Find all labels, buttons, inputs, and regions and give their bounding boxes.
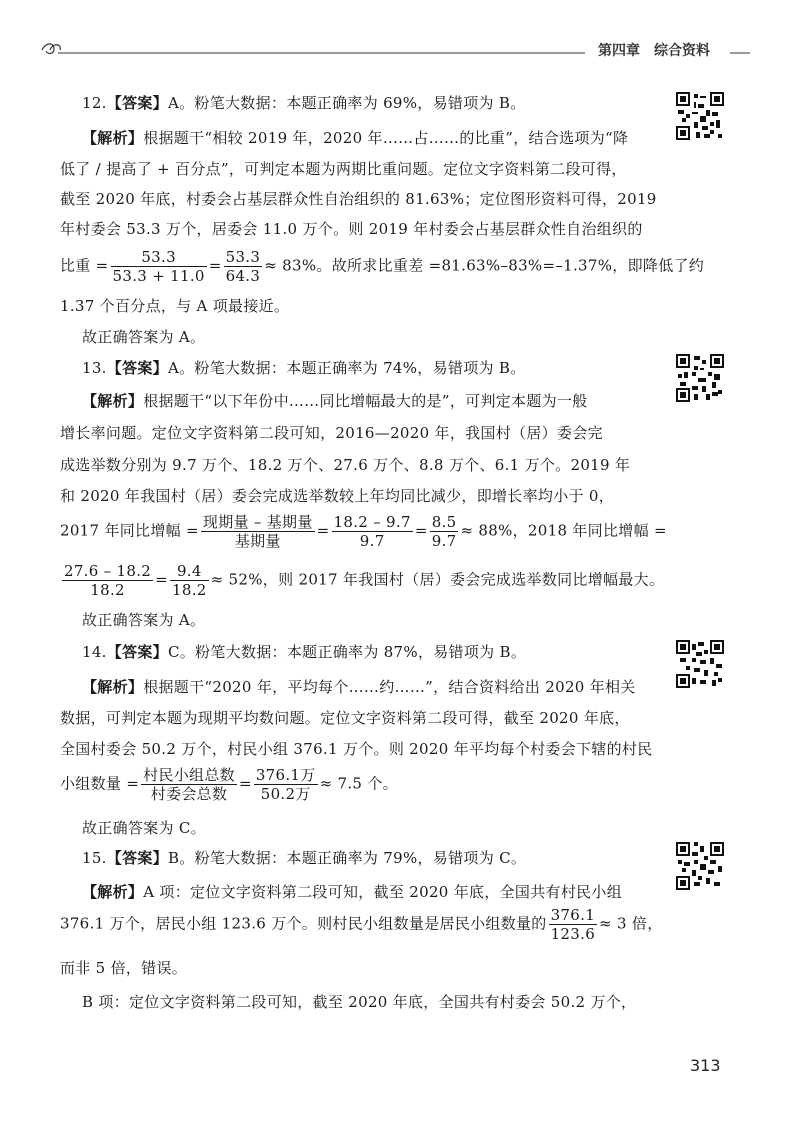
- fraction: $\frac{\text{376.1万}}{\text{50.2万}}$: [255, 766, 316, 803]
- fraction: $\frac{27.6 - 18.2}{18.2}$: [64, 562, 152, 599]
- fraction: $\frac{53.3}{64.3}$: [225, 248, 261, 285]
- q14-analysis-line: 数据，可判定本题为现期平均数问题。定位文字资料第二段可得，截至 2020 年底，: [60, 709, 630, 727]
- q12-analysis-line: 【解析】根据题干“相较 2019 年，2020 年……占……的比重”，结合选项为“降: [82, 129, 629, 147]
- fraction: $\frac{8.5}{9.7}$: [431, 513, 457, 550]
- fraction: $\frac{\text{村民小组总数}}{\text{村委会总数}}$: [143, 766, 235, 803]
- fraction: $\frac{53.3}{53.3 + 11.0}$: [112, 248, 205, 285]
- q13-analysis-line: 成选举数分别为 9.7 万个、18.2 万个、27.6 万个、8.8 万个、6.1 万个。2019 年: [60, 456, 631, 474]
- q12-conclusion: 故正确答案为 A。: [82, 328, 206, 346]
- q14-conclusion: 故正确答案为 C。: [82, 819, 206, 837]
- q12-analysis-line: 低了 / 提高了 + 百分点”，可判定本题为两期比重问题。定位文字资料第二段可得，: [60, 160, 627, 178]
- q13-answer: 13.【答案】A。粉笔大数据：本题正确率为 74%，易错项为 B。: [82, 359, 526, 377]
- fraction: $\frac{18.2 - 9.7}{9.7}$: [333, 513, 411, 550]
- q15-formula-line: 376.1 万个，居民小组 123.6 万个。则村民小组数量是居民小组数量的 $\frac{376.1}{123.6}$ ≈ 3 倍，: [60, 906, 663, 943]
- running-header: [592, 40, 716, 60]
- q14-formula-line: 小组数量 = $\frac{\text{村民小组总数}}{\text{村委会总数}}$ = $\frac{\text{376.1万}}{\text{50.2万}}$ ≈ 7.5 个。: [60, 766, 398, 803]
- q13-analysis-line: 【解析】根据题干“以下年份中……同比增幅最大的是”，可判定本题为一般: [82, 392, 588, 410]
- q12-answer: 12.【答案】A。粉笔大数据：本题正确率为 69%，易错项为 B。: [82, 94, 526, 112]
- q13-formula-line: 2017 年同比增幅 = $\frac{\text{现期量 – 基期量}}{\text{基期量}}$ = $\frac{18.2 - 9.7}{9.7}$ = $\frac{8.5}{9.7}$ ≈ 88%，2018 年同比增幅 =: [60, 513, 667, 550]
- q12-formula-line: 比重 = $\frac{53.3}{53.3 + 11.0}$ = $\frac{53.3}{64.3}$ ≈ 83%。故所求比重差 =81.63%–83%=–1.37%，即降低了约: [60, 248, 705, 285]
- q12-analysis-line: 1.37 个百分点，与 A 项最接近。: [60, 297, 290, 315]
- chapter-label: 第四章: [598, 43, 640, 59]
- q13-conclusion: 故正确答案为 A。: [82, 611, 206, 629]
- q14-analysis-line: 【解析】根据题干“2020 年，平均每个……约……”，结合资料给出 2020 年相关: [82, 678, 636, 696]
- q13-analysis-line: 增长率问题。定位文字资料第二段可知，2016—2020 年，我国村（居）委会完: [60, 424, 603, 442]
- fraction: $\frac{376.1}{123.6}$: [550, 906, 596, 943]
- q14-analysis-line: 全国村委会 50.2 万个，村民小组 376.1 万个。则 2020 年平均每个村委会下辖的村民: [60, 740, 653, 758]
- fraction: $\frac{9.4}{18.2}$: [172, 562, 207, 599]
- q12-analysis-line: 截至 2020 年底，村委会占基层群众性自治组织的 81.63%；定位图形资料可得，2019: [60, 190, 657, 208]
- q12-analysis-line: 年村委会 53.3 万个，居委会 11.0 万个。则 2019 年村委会占基层群众性自治组织的: [60, 220, 643, 238]
- fraction: $\frac{\text{现期量 – 基期量}}{\text{基期量}}$: [202, 513, 313, 550]
- q13-formula-line: $\frac{27.6 - 18.2}{18.2}$ = $\frac{9.4}{18.2}$ ≈ 52%，则 2017 年我国村（居）委会完成选举数同比增幅最大。: [64, 562, 665, 599]
- q15-analysis-line: B 项：定位文字资料第二段可知，截至 2020 年底，全国共有村委会 50.2 万个，: [82, 993, 637, 1011]
- q15-analysis-line: 而非 5 倍，错误。: [60, 959, 188, 977]
- page-number: 313: [690, 1056, 721, 1075]
- q15-answer: 15.【答案】B。粉笔大数据：本题正确率为 79%，易错项为 C。: [82, 849, 527, 867]
- q14-answer: 14.【答案】C。粉笔大数据：本题正确率为 87%，易错项为 B。: [82, 643, 527, 661]
- q13-analysis-line: 和 2020 年我国村（居）委会完成选举数较上年均同比减少，即增长率均小于 0，: [60, 487, 615, 505]
- q15-analysis-line: 【解析】A 项：定位文字资料第二段可知，截至 2020 年底，全国共有村民小组: [82, 883, 623, 901]
- section-label: 综合资料: [654, 43, 710, 59]
